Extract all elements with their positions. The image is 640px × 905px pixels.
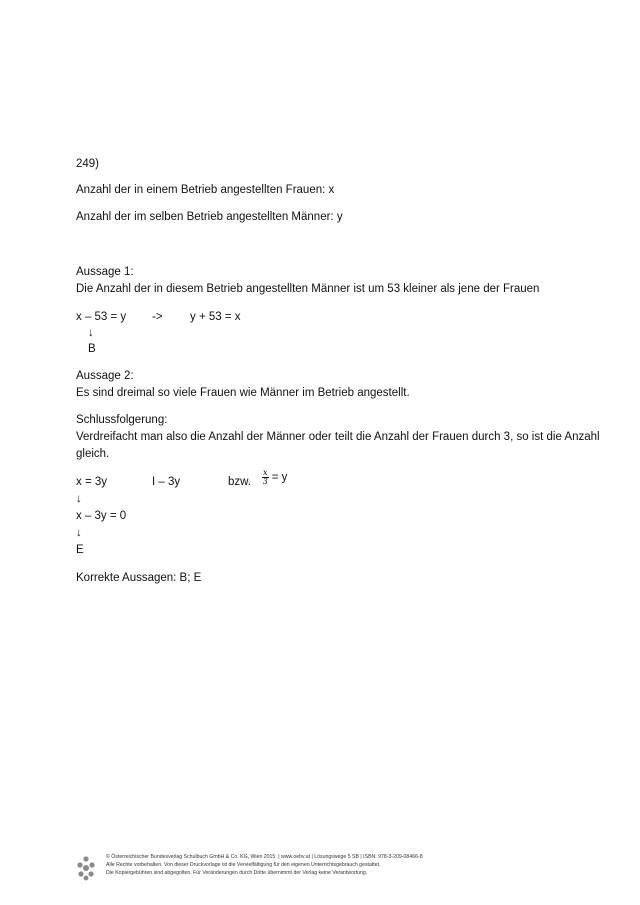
down-arrow-icon: ↓ <box>76 493 82 505</box>
fraction <box>262 469 269 486</box>
down-arrow-icon: ↓ <box>76 527 82 539</box>
fraction-x-over-3 <box>262 469 287 486</box>
fraction-denominator: 3 <box>262 477 268 486</box>
fraction-rest: = y <box>271 471 288 484</box>
footer-line2: Alle Rechte vorbehalten. Von dieser Druckvorlage ist die Vervielfältigung für den eigenen Unterrichtsgebrauch gestattet. <box>106 862 381 868</box>
down-arrow-icon: ↓ <box>88 327 94 339</box>
definition-men: Anzahl der im selben Betrieb angestellten Männer: y <box>76 211 343 223</box>
statement1-heading: Aussage 1: <box>76 266 134 278</box>
conclusion-text-line1: Verdreifacht man also die Anzahl der Männer oder teilt die Anzahl der Frauen durch 3, so ist die Anzahl <box>76 431 600 443</box>
publisher-logo-icon <box>76 855 96 881</box>
conclusion-equation1: x = 3y <box>76 476 108 488</box>
conclusion-equation2: I – 3y <box>152 476 181 488</box>
statement1-equation-right: y + 53 = x <box>190 311 241 323</box>
conclusion-equation3: x – 3y = 0 <box>76 510 127 522</box>
footer-line1: © Österreichischer Bundesverlag Schulbuch GmbH & Co. KG, Wien 2015. | www.oebv.at | Lösungswege 5 SB | ISBN: 978-3-209-08466-8 <box>106 854 423 860</box>
problem-number: 249) <box>76 158 100 170</box>
implies-arrow: -> <box>152 311 163 323</box>
footer-line3: Die Kopiergebühren sind abgegolten. Für Veränderungen durch Dritte übernimmt der Verlag keine Verantwortung. <box>106 870 368 876</box>
statement1-text: Die Anzahl der in diesem Betrieb angestellten Männer ist um 53 kleiner als jene der Frauen <box>76 283 540 295</box>
bzw-label: bzw. <box>228 476 252 488</box>
definition-women: Anzahl der in einem Betrieb angestellten Frauen: x <box>76 184 335 196</box>
conclusion-text-line2: gleich. <box>76 448 110 460</box>
statement1-letter: B <box>88 343 96 355</box>
statement1-equation-left: x – 53 = y <box>76 311 127 323</box>
footer-text <box>106 853 423 877</box>
fraction-numerator: x <box>263 468 268 477</box>
conclusion-letter: E <box>76 544 84 556</box>
correct-answer: Korrekte Aussagen: B; E <box>76 572 202 584</box>
statement2-text: Es sind dreimal so viele Frauen wie Männer im Betrieb angestellt. <box>76 387 410 399</box>
conclusion-heading: Schlussfolgerung: <box>76 414 168 426</box>
statement2-heading: Aussage 2: <box>76 370 134 382</box>
